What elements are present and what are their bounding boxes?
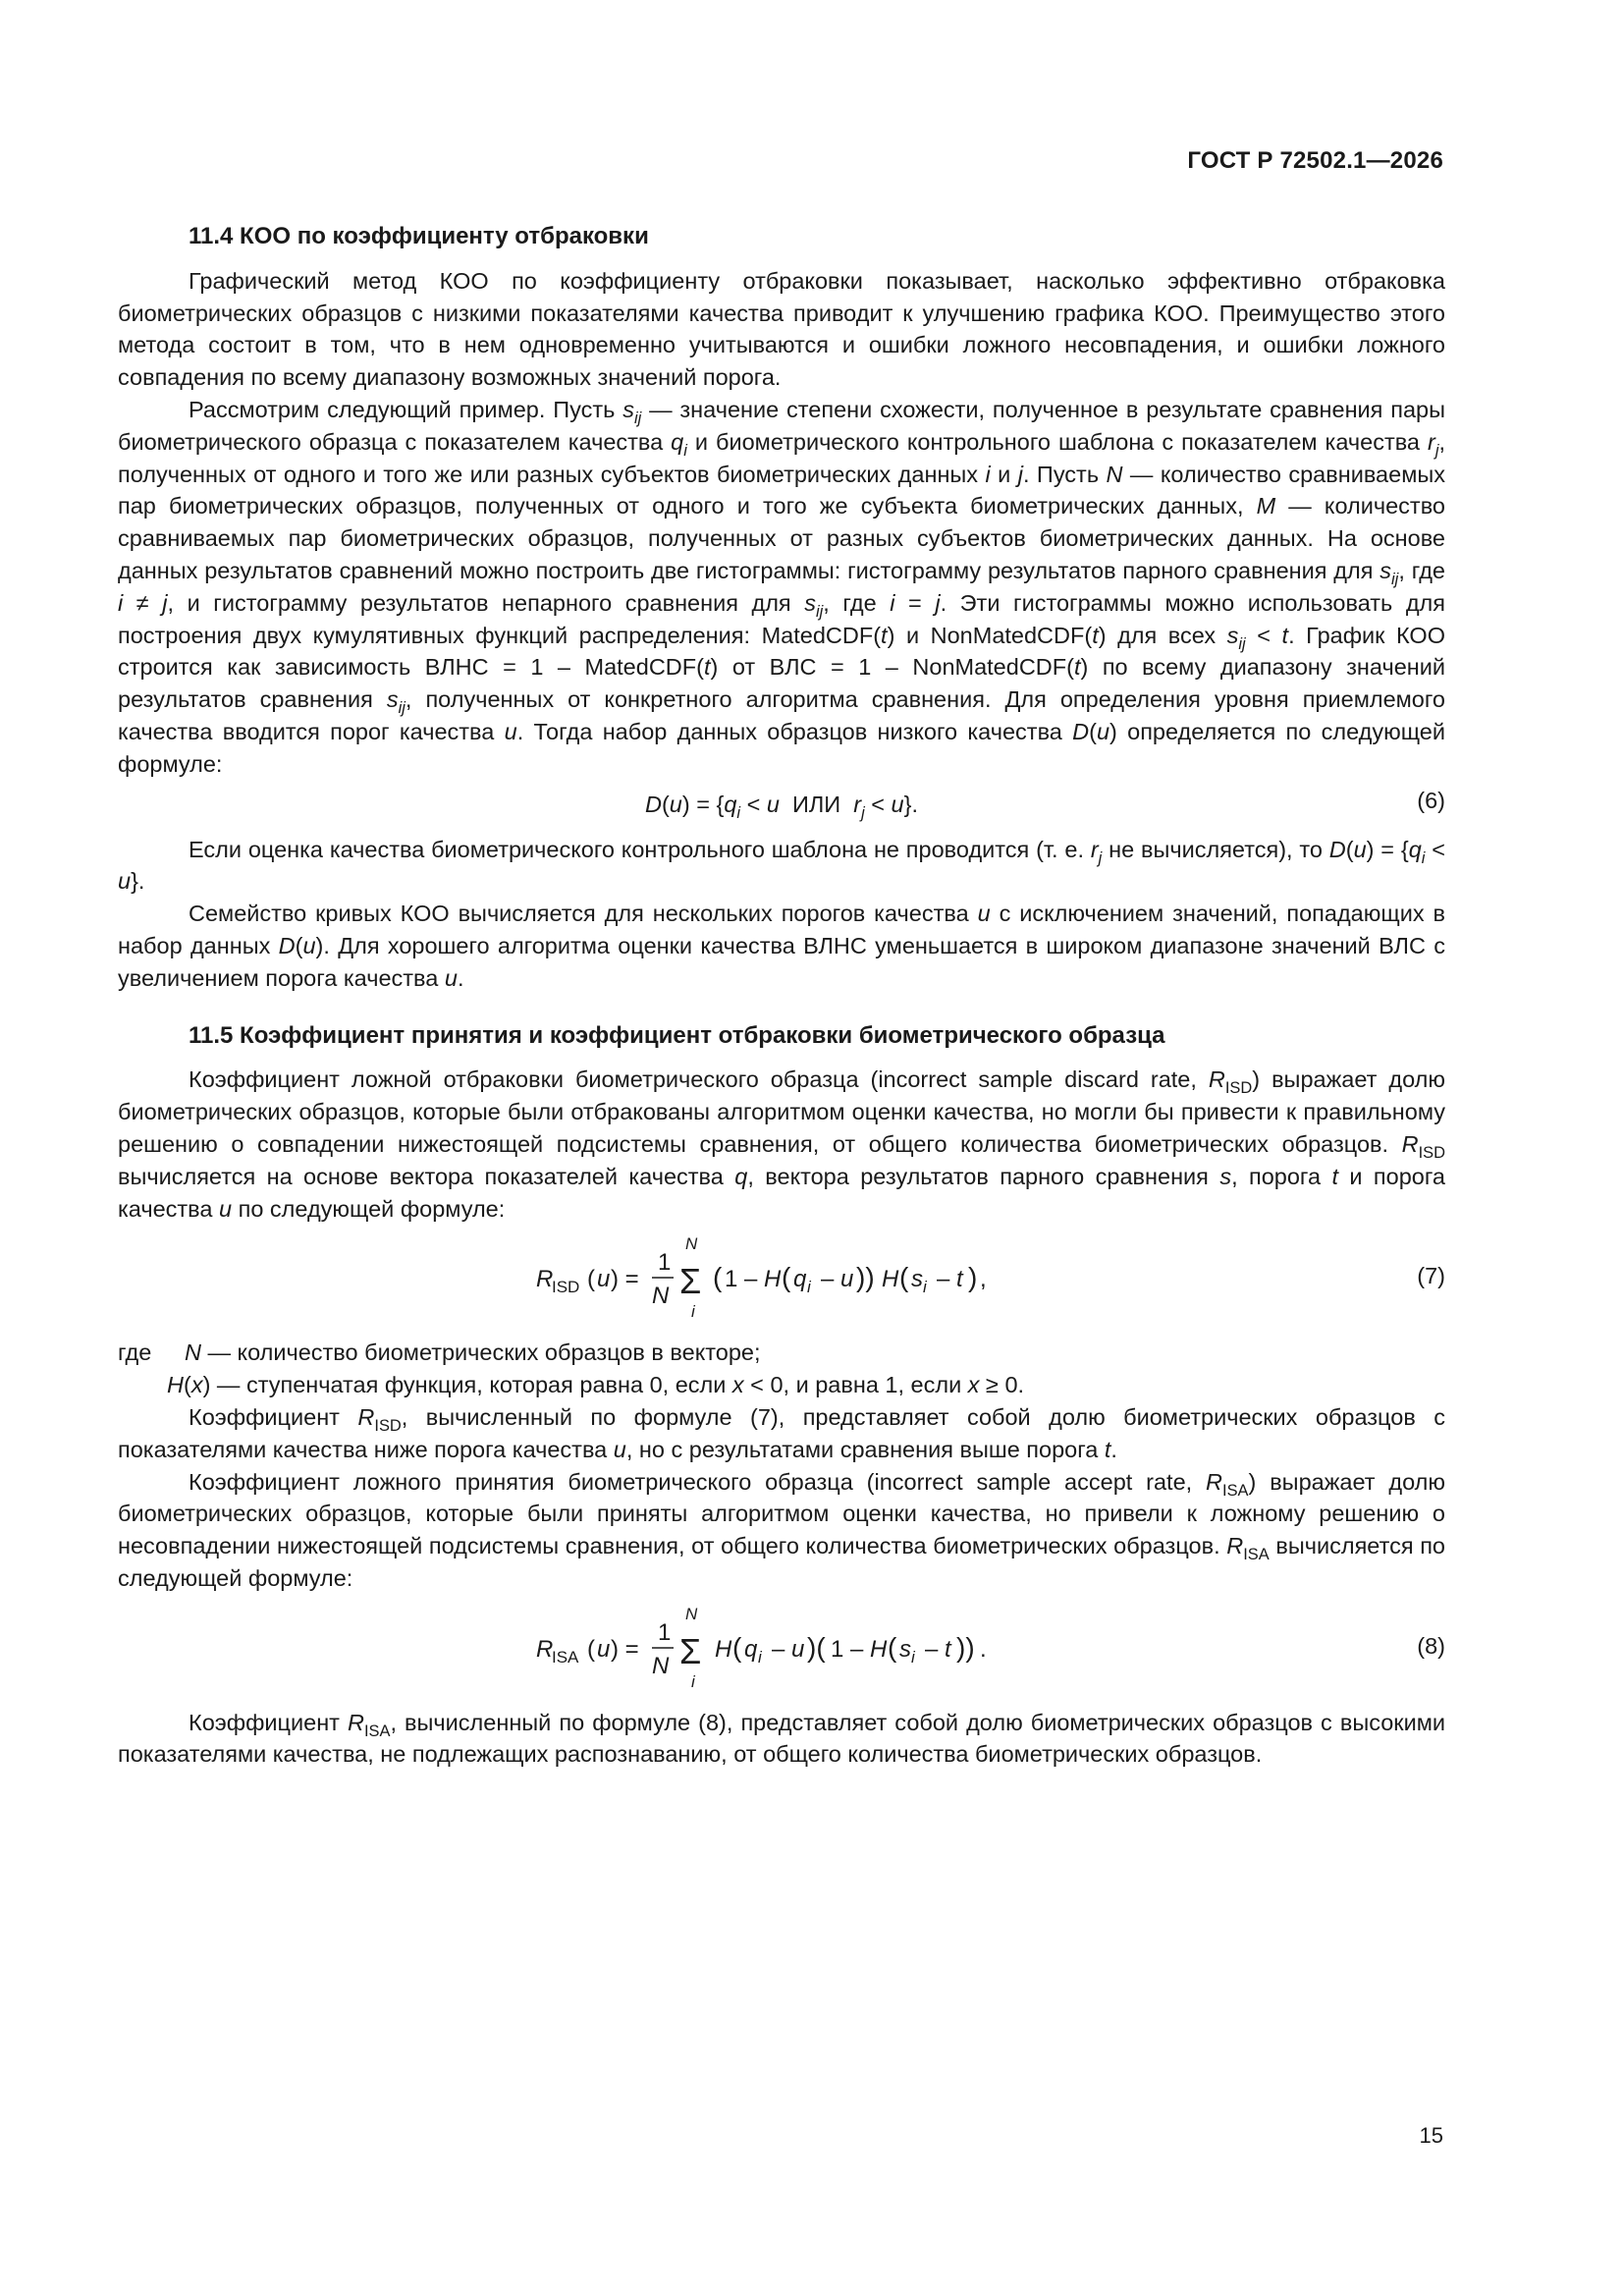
svg-text:t: t (945, 1635, 951, 1663)
svg-text:,: , (980, 1266, 987, 1293)
where-n-definition: N — количество биометрических образцов в векторе; (185, 1339, 761, 1366)
svg-text:(: ( (587, 1266, 595, 1293)
svg-text:(: ( (899, 1262, 909, 1293)
svg-text:)): )) (956, 1631, 975, 1663)
svg-text:–: – (772, 1635, 785, 1663)
svg-text:u: u (791, 1635, 805, 1663)
formula-7-math (536, 1232, 1027, 1327)
svg-text:R: R (536, 1635, 554, 1663)
svg-text:.: . (980, 1635, 987, 1663)
svg-text:) =: ) = (611, 1635, 639, 1663)
svg-text:N: N (652, 1283, 670, 1310)
svg-text:): ) (968, 1262, 978, 1293)
svg-text:i: i (758, 1647, 762, 1667)
formula-7-number: (7) (1417, 1263, 1445, 1289)
paragraph-11-4-no-template: Если оценка качества биометрического контрольного шаблона не проводится (т. е. $r_j$ не вычисляется), то $D(u) = \{q_i < u\}$. (118, 836, 1445, 895)
paragraph-11-4-intro: Графический метод КОО по коэффициенту отбраковки показывает, насколько эффективно отбраковка биометрических образцов с низкими показателями качества приводит к улучшению графика КОО. Преимущество этого метода состоит в том, что в нем одновременно учитываются и ошибки ложного несовпадения, и ошибки ложного совпадения по всему диапазону возможных значений порога. (118, 267, 1445, 391)
paragraph-11-5-isd: Коэффициент ложной отбраковки биометрического образца (incorrect sample discard rate, $R_{ISD}$) выражает долю биометрических образцов, которые были отбракованы алгоритмом оценки качества, но могли бы привести к правильному решению о совпадении нижестоящей подсистемы сравнения, от общего количества биометрических образцов. $R_{ISD}$ вычисляется на основе вектора показателей качества q, вектора результатов парного сравнения s, порога t и порога качества u по следующей формуле: (118, 1066, 1446, 1222)
svg-text:s: s (899, 1635, 911, 1663)
where-label: где (118, 1339, 152, 1366)
svg-text:H: H (870, 1635, 888, 1663)
paragraph-11-5-isa-meaning: Коэффициент $R_{ISA}$, вычисленный по формуле (8), представляет собой долю биометрических образцов с высокими показателями качества, не подлежащих распознаванию, от общего количества биометрических образцов. (118, 1709, 1445, 1768)
svg-text:Σ: Σ (679, 1630, 702, 1671)
svg-text:u: u (597, 1266, 611, 1293)
svg-text:s: s (911, 1266, 923, 1293)
svg-text:1 –: 1 – (725, 1266, 758, 1293)
svg-text:Σ: Σ (679, 1261, 702, 1302)
svg-text:i: i (691, 1302, 695, 1322)
svg-text:(: ( (587, 1635, 595, 1663)
section-heading-11-5: 11.5 Коэффициент принятия и коэффициент отбраковки биометрического образца (189, 1021, 1165, 1049)
formula-7-body (118, 1232, 1445, 1327)
svg-text:–: – (821, 1266, 835, 1293)
paragraph-11-5-isa: Коэффициент ложного принятия биометрического образца (incorrect sample accept rate, $R_{ISA}$) выражает долю биометрических образцов, которые были приняты алгоритмом оценки качества, но привели к ложному решению о несовпадении нижестоящей подсистемы сравнения, от общего количества биометрических образцов. $R_{ISA}$ вычисляется по следующей формуле: (118, 1468, 1445, 1591)
formula-7 (118, 1232, 1445, 1327)
svg-text:i: i (807, 1278, 811, 1297)
section-heading-11-4: 11.4 КОО по коэффициенту отбраковки (189, 223, 649, 249)
svg-text:(: ( (713, 1262, 723, 1293)
svg-text:(: ( (782, 1262, 791, 1293)
formula-6-body: $D(u) = \{q_i < u$ ИЛИ $r_j < u$}. (644, 791, 919, 822)
svg-text:u: u (840, 1266, 854, 1293)
svg-text:) =: ) = (611, 1266, 639, 1293)
formula-8-body (118, 1603, 1445, 1697)
svg-text:u: u (597, 1635, 611, 1663)
where-block-n (118, 1337, 1445, 1369)
svg-text:H: H (764, 1266, 782, 1293)
svg-text:t: t (956, 1266, 963, 1293)
paragraph-11-4-family: Семейство кривых КОО вычисляется для нескольких порогов качества u с исключением значений, попадающих в набор данных D(u). Для хорошего алгоритма оценки качества ВЛНС уменьшается в широком диапазоне значений ВЛС с увеличением порога качества u. (118, 901, 1445, 991)
svg-text:R: R (536, 1266, 554, 1293)
where-h-definition: H(x) — ступенчатая функция, которая равна 0, если x < 0, и равна 1, если x ≥ 0. (167, 1372, 1025, 1398)
svg-text:q: q (793, 1266, 807, 1293)
document-id: ГОСТ Р 72502.1—2026 (1187, 147, 1443, 174)
paragraph-11-4-example: Рассмотрим следующий пример. Пусть $s_{ij}$ — значение степени схожести, полученное в результате сравнения пары биометрического образца с показателем качества $q_i$ и биометрического контрольного шаблона с показателем качества $r_j$, полученных от одного и того же или разных субъектов биометрических данных i и j. Пусть N — количество сравниваемых пар биометрических образцов, полученных от одного и того же субъекта биометрических данных, M — количество сравниваемых пар биометрических образцов, полученных от разных субъектов биометрических данных. На основе данных результатов сравнений можно построить две гистограммы: гистограмму результатов парного сравнения для $s_{ij}$, где i ≠ j, и гистограмму результатов непарного сравнения для $s_{ij}$, где i = j. Эти гистограммы можно использовать для построения двух кумулятивных функций распределения: MatedCDF(t) и NonMatedCDF(t) для всех $s_{ij} < t$. График КОО строится как зависимость ВЛНС = 1 – MatedCDF(t) от ВЛС = 1 – NonMatedCDF(t) по всему диапазону значений результатов сравнения $s_{ij}$, полученных от конкретного алгоритма сравнения. Для определения уровня приемлемого качества вводится порог качества u. Тогда набор данных образцов низкого качества D(u) определяется по следующей формуле: (118, 396, 1445, 777)
page-content (118, 221, 1445, 1771)
svg-text:H: H (715, 1635, 732, 1663)
svg-text:–: – (925, 1635, 939, 1663)
svg-text:N: N (652, 1652, 670, 1679)
svg-text:i: i (911, 1647, 915, 1667)
paragraph-11-5-isd-meaning: Коэффициент $R_{ISD}$, вычисленный по формуле (7), представляет собой долю биометрических образцов с показателями качества ниже порога качества u, но с результатами сравнения выше порога t. (118, 1403, 1445, 1462)
svg-text:(: ( (888, 1631, 897, 1663)
svg-text:1 –: 1 – (831, 1635, 864, 1663)
svg-text:q: q (744, 1635, 758, 1663)
svg-text:ISD: ISD (552, 1278, 580, 1297)
svg-text:i: i (691, 1671, 695, 1691)
svg-text:–: – (937, 1266, 950, 1293)
svg-text:i: i (923, 1278, 927, 1297)
page-number: 15 (1419, 2123, 1443, 2148)
formula-6-number: (6) (1417, 787, 1445, 813)
svg-text:N: N (685, 1604, 698, 1623)
svg-text:ISA: ISA (552, 1647, 579, 1667)
formula-8-math (536, 1603, 1027, 1697)
svg-text:1: 1 (658, 1618, 672, 1646)
svg-text:)): )) (856, 1262, 875, 1293)
formula-8 (118, 1603, 1445, 1697)
svg-text:1: 1 (658, 1249, 672, 1277)
formula-6 (118, 785, 1445, 828)
formula-8-number: (8) (1417, 1632, 1445, 1659)
svg-text:(: ( (732, 1631, 742, 1663)
svg-text:N: N (685, 1234, 698, 1254)
svg-text:)(: )( (807, 1631, 826, 1663)
svg-text:H: H (882, 1266, 899, 1293)
